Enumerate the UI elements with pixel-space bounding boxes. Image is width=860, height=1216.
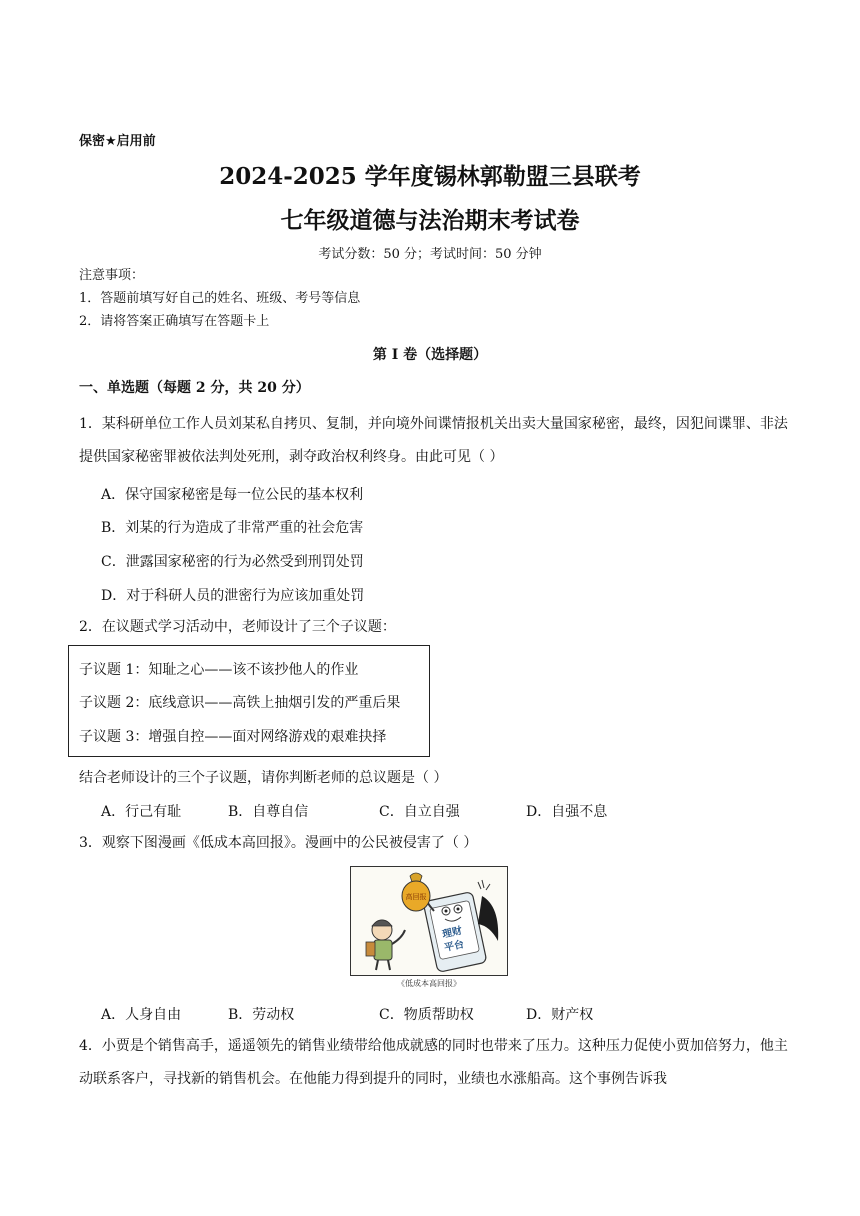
exam-info: 考试分数：50 分；考试时间：50 分钟	[318, 247, 542, 262]
question-2-option-b: B．自尊自信	[228, 804, 309, 820]
exam-title-line1: 2024-2025 学年度锡林郭勒盟三县联考	[219, 163, 641, 190]
sub-topic-line: 子议题 2：底线意识——高铁上抽烟引发的严重后果	[79, 695, 401, 711]
volume-title: 第 I 卷（选择题）	[372, 347, 488, 363]
question-3-option-c: C．物质帮助权	[379, 1007, 474, 1023]
question-2-option-d: D．自强不息	[526, 804, 608, 820]
question-2-option-c: C．自立自强	[379, 804, 460, 820]
screen-text-1: 理财	[441, 925, 464, 941]
exam-title-line2: 七年级道德与法治期末考试卷	[280, 207, 580, 234]
question-2-stem: 2．在议题式学习活动中，老师设计了三个子议题：	[79, 619, 396, 635]
question-1-option-c: C．泄露国家秘密的行为必然受到刑罚处罚	[101, 554, 364, 570]
sub-topic-line: 子议题 3：增强自控——面对网络游戏的艰难抉择	[79, 729, 387, 745]
question-3-option-a: A．人身自由	[101, 1007, 182, 1023]
question-2-follow: 结合老师设计的三个子议题，请你判断老师的总议题是（ ）	[79, 770, 448, 786]
question-2-option-a: A．行己有耻	[101, 804, 182, 820]
cartoon-image	[350, 866, 508, 991]
question-3-option-d: D．财产权	[526, 1007, 594, 1023]
question-1-option-d: D．对于科研人员的泄密行为应该加重处罚	[101, 588, 365, 604]
question-1-option-a: A．保守国家秘密是每一位公民的基本权利	[101, 487, 364, 503]
notes-heading: 注意事项：	[79, 268, 145, 283]
confidential-label: 保密★启用前	[79, 134, 156, 149]
note-item: 1．答题前填写好自己的姓名、班级、考号等信息	[79, 291, 361, 306]
question-3-stem: 3．观察下图漫画《低成本高回报》。漫画中的公民被侵害了（ ）	[79, 835, 478, 851]
screen-text-2: 平台	[443, 939, 466, 955]
question-3-option-b: B．劳动权	[228, 1007, 295, 1023]
bag-text: 高回报	[405, 893, 427, 901]
sub-topic-line: 子议题 1：知耻之心——该不该抄他人的作业	[79, 662, 359, 678]
question-1-stem: 1．某科研单位工作人员刘某私自拷贝、复制，并向境外间谍情报机关出卖大量国家秘密，最终，因犯间谍罪、非法提供国家秘密罪被依法判处死刑，剥夺政治权利终身。由此可见（ ）	[79, 416, 788, 465]
note-item: 2．请将答案正确填写在答题卡上	[79, 314, 270, 329]
section-title: 一、单选题（每题 2 分，共 20 分）	[79, 380, 310, 396]
question-4-stem: 4．小贾是个销售高手，遥遥领先的销售业绩带给他成就感的同时也带来了压力。这种压力促使小贾加倍努力，他主动联系客户，寻找新的销售机会。在他能力得到提升的同时，业绩也水涨船高。这个事例告诉我	[79, 1038, 788, 1087]
question-1-option-b: B．刘某的行为造成了非常严重的社会危害	[101, 520, 364, 536]
cartoon-caption: 《低成本高回报》	[397, 979, 461, 988]
